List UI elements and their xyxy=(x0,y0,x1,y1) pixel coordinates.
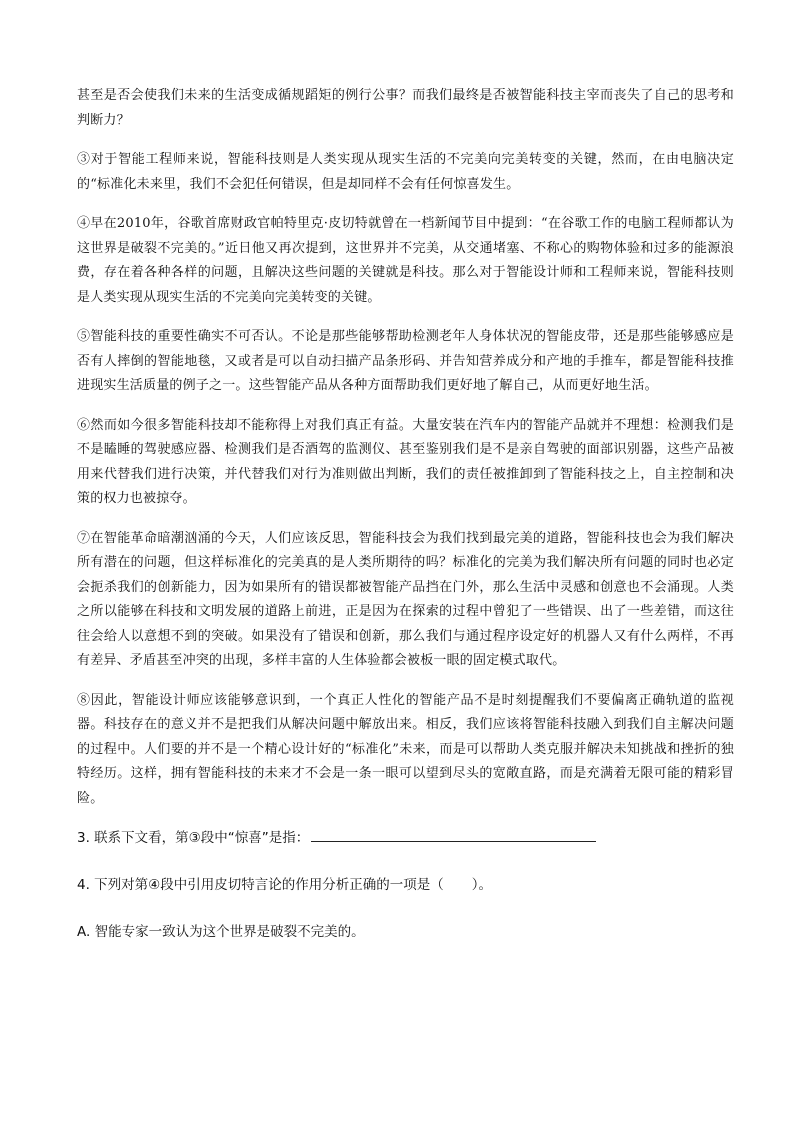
passage-paragraph-7: ⑦在智能革命暗潮汹涌的今天，人们应该反思，智能科技会为我们找到最完美的道路，智能科技也会为我们解决所有潜在的问题，但这样标准化的完美真的是人类所期待的吗？标准化的完美为我们解决所有问题的同时也必定会扼杀我们的创新能力，因为如果所有的错误都被智能产品挡在门外，那么生活中灵感和创意也不会涌现。人类之所以能够在科技和文明发展的道路上前进，正是因为在探索的过程中曾犯了一些错误、出了一些差错，而这往往会给人以意想不到的突破。如果没有了错误和创新，那么我们与通过程序设定好的机器人又有什么两样，不再有差异、矛盾甚至冲突的出现，多样丰富的人生体验都会被板一眼的固定模式取代。 xyxy=(77,530,734,668)
answer-blank[interactable] xyxy=(311,827,596,842)
passage-paragraph-8: ⑧因此，智能设计师应该能够意识到，一个真正人性化的智能产品不是时刻提醒我们不要偏离正确轨道的监视器。科技存在的意义并不是把我们从解决问题中解放出来。相反，我们应该将智能科技融入到我们自主解决问题的过程中。人们要的并不是一个精心设计好的“标准化”未来，而是可以帮助人类克服并解决未知挑战和挫折的独特经历。这样，拥有智能科技的未来才不会是一条一眼可以望到尽头的宽敞直路，而是充满着无限可能的精彩冒险。 xyxy=(77,692,734,806)
option-a xyxy=(77,920,734,944)
passage-paragraph-3: ③对于智能工程师来说，智能科技则是人类实现从现实生活的不完美向完美转变的关键，然而，在由电脑决定的“标准化未来里，我们不会犯任何错误，但是却同样不会有任何惊喜发生。 xyxy=(77,152,734,192)
passage-paragraph-6: ⑥然而如今很多智能科技却不能称得上对我们真正有益。大量安装在汽车内的智能产品就并不理想：检测我们是不是瞌睡的驾驶感应器、检测我们是否酒驾的监测仪、甚至鉴别我们是不是亲自驾驶的面部识别器，这些产品被用来代替我们进行决策，并代替我们对行为准则做出判断，我们的责任被推卸到了智能科技之上，自主控制和决策的权力也被掠夺。 xyxy=(77,417,734,506)
question-3-text: 3. 联系下文看，第③段中“惊喜”是指： xyxy=(77,830,310,846)
question-3 xyxy=(77,826,734,850)
question-4 xyxy=(77,873,734,897)
passage-paragraph-4: ④早在2010年，谷歌首席财政官帕特里克·皮切特就曾在一档新闻节目中提到：“在谷歌工作的电脑工程师都认为这世界是破裂不完美的。”近日他又再次提到，这世界并不完美，从交通堵塞、不称心的购物体验和过多的能源浪费，存在着各种各样的问题，且解决这些问题的关键就是科技。那么对于智能设计师和工程师来说，智能科技则是人类实现从现实生活的不完美向完美转变的关键。 xyxy=(77,216,734,305)
passage-paragraph-5: ⑤智能科技的重要性确实不可否认。不论是那些能够帮助检测老年人身体状况的智能皮带，还是那些能够感应是否有人摔倒的智能地毯，又或者是可以自动扫描产品条形码、并告知营养成分和产地的手推车，都是智能科技推进现实生活质量的例子之一。这些智能产品从各种方面帮助我们更好地了解自己，从而更好地生活。 xyxy=(77,329,734,393)
passage-paragraph-continued: 甚至是否会使我们未来的生活变成循规蹈矩的例行公事？而我们最终是否被智能科技主宰而丧失了自己的思考和判断力？ xyxy=(77,88,734,128)
question-4-text: 4. 下列对第④段中引用皮切特言论的作用分析正确的一项是（ xyxy=(77,877,444,893)
option-a-text: A. 智能专家一致认为这个世界是破裂不完美的。 xyxy=(77,924,365,940)
question-4-close: ）。 xyxy=(471,877,493,893)
